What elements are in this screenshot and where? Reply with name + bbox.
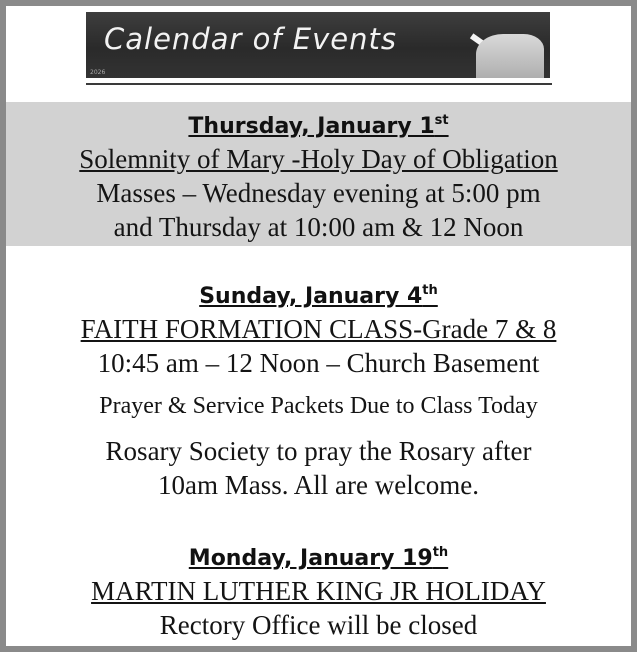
event-sunday <box>6 276 631 502</box>
event-heading: Thursday, January 1st <box>188 113 449 139</box>
banner-divider <box>86 83 552 85</box>
event-monday <box>6 538 631 642</box>
event-line: Masses – Wednesday evening at 5:00 pm <box>96 178 541 208</box>
banner-title: Calendar of Events <box>104 22 397 56</box>
event-heading: Monday, January 19th <box>188 545 449 571</box>
event-thursday <box>6 106 631 244</box>
event-extra: 10am Mass. All are welcome. <box>158 470 479 500</box>
ordinal-suffix: th <box>432 545 449 560</box>
chalkboard-image <box>86 12 550 78</box>
hand-icon <box>476 34 544 78</box>
event-subtitle: FAITH FORMATION CLASS-Grade 7 & 8 <box>80 314 557 344</box>
event-line: 10:45 am – 12 Noon – Church Basement <box>97 348 540 378</box>
event-line: and Thursday at 10:00 am & 12 Noon <box>113 212 524 242</box>
event-subtitle: MARTIN LUTHER KING JR HOLIDAY <box>91 576 546 606</box>
event-extra: Rosary Society to pray the Rosary after <box>105 436 532 466</box>
banner <box>86 12 552 86</box>
event-note: Prayer & Service Packets Due to Class Today <box>99 393 538 419</box>
event-subtitle: Solemnity of Mary -Holy Day of Obligation <box>79 144 558 174</box>
ordinal-suffix: th <box>422 283 438 298</box>
ordinal-suffix: st <box>434 113 449 128</box>
event-heading: Sunday, January 4th <box>199 283 438 309</box>
event-line: Rectory Office will be closed <box>159 610 478 640</box>
banner-watermark: 2026 <box>90 69 106 76</box>
